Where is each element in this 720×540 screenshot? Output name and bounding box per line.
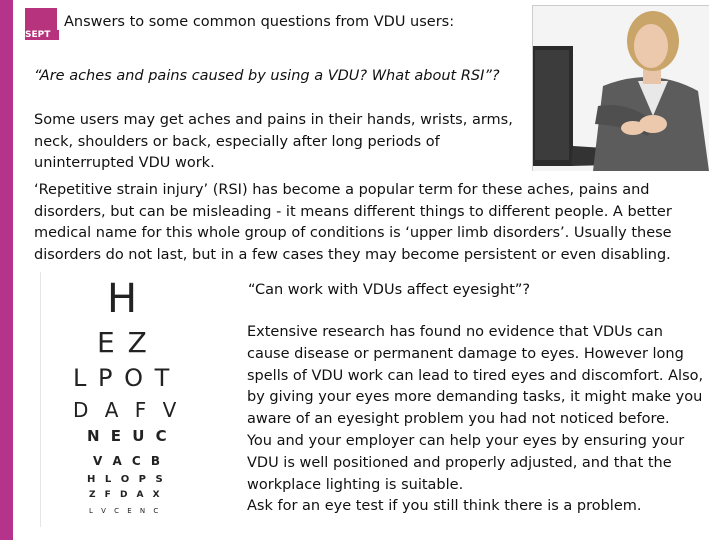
text-line: Extensive research has found no evidence that VDUs can (247, 324, 663, 340)
eye-chart-row: L P O T (73, 364, 172, 392)
text-line: disorders, but can be misleading - it means different things to different people. A better (34, 203, 672, 220)
eye-chart-row: D A F V (73, 398, 182, 422)
eye-chart-row: H L O P S (87, 474, 166, 485)
woman-wrist-pain-photo (532, 5, 709, 171)
text-line: uninterrupted VDU work. (34, 155, 215, 171)
logo-text: SEPT (25, 30, 59, 40)
question-rsi: “Are aches and pains caused by using a VDU? What about RSI”? (34, 68, 500, 84)
text-line: cause disease or permanent damage to eyes. However long (247, 345, 684, 362)
sept-logo (25, 8, 57, 40)
snellen-eye-chart (40, 272, 191, 527)
text-line: spells of VDU work can lead to tired eyes and discomfort. Also, (247, 367, 704, 384)
eye-chart-row: L V C E N C (89, 507, 162, 515)
text-line: Ask for an eye test if you still think there is a problem. (247, 498, 642, 515)
text-line: aware of an eyesight problem you had not noticed before. (247, 411, 670, 428)
left-accent-stripe (0, 0, 13, 540)
photo-illustration (533, 6, 709, 171)
text-line: by giving your eyes more demanding tasks, it might make you (247, 389, 703, 406)
question-eyesight: “Can work with VDUs affect eyesight”? (248, 282, 531, 298)
text-line: ‘Repetitive strain injury’ (RSI) has become a popular term for these aches, pains and (34, 182, 650, 198)
eye-chart-row: E Z (97, 326, 149, 359)
eye-chart-row: V A C B (93, 454, 164, 468)
page-title: Answers to some common questions from VDU users: (64, 14, 455, 30)
eye-chart-row: Z F D A X (89, 490, 163, 500)
text-line: You and your employer can help your eyes by ensuring your (247, 432, 685, 449)
text-line: workplace lighting is suitable. (247, 476, 464, 493)
paragraph-eyesight (247, 322, 709, 518)
text-line: disorders do not last, but in a few cases they may become persistent or even disabling. (34, 247, 671, 264)
text-line: medical name for this whole group of conditions is ‘upper limb disorders’. Usually these (34, 225, 672, 242)
paragraph-aches (34, 110, 534, 175)
eye-chart-row: N E U C (87, 427, 170, 445)
eye-chart-row: H (107, 276, 138, 322)
logo-square (25, 8, 57, 32)
text-line: neck, shoulders or back, especially after long periods of (34, 133, 440, 150)
paragraph-rsi (34, 180, 694, 267)
text-line: VDU is well positioned and properly adjusted, and that the (247, 454, 672, 471)
text-line: Some users may get aches and pains in their hands, wrists, arms, (34, 112, 513, 128)
